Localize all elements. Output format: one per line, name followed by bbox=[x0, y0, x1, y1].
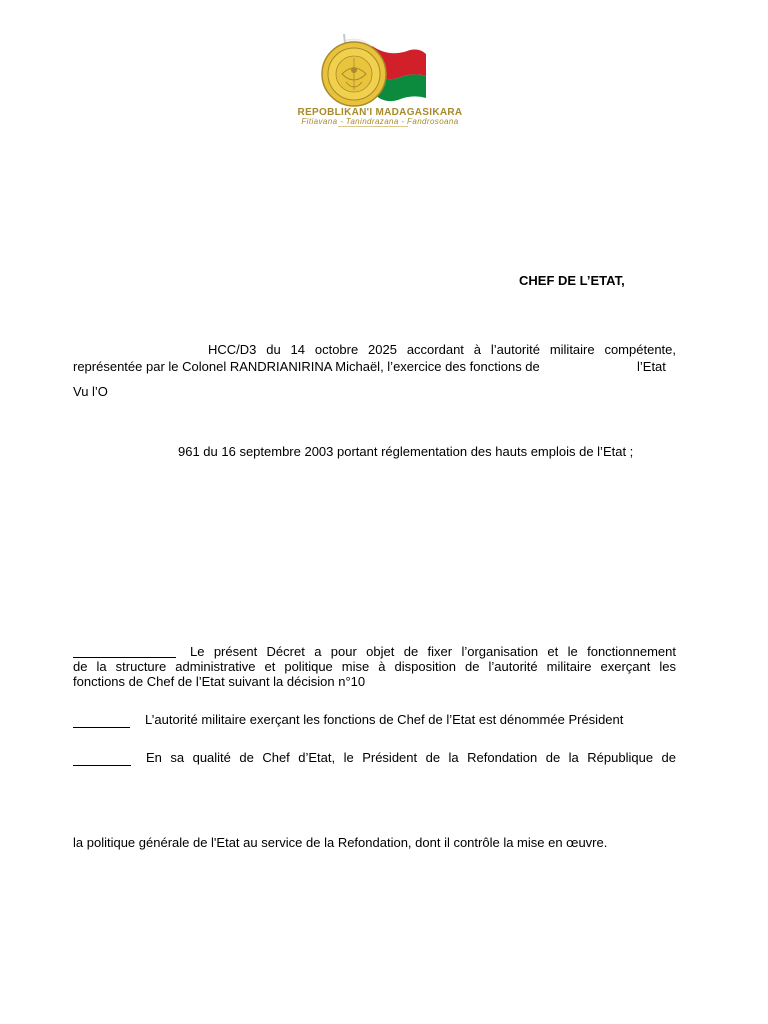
republic-motto: Fitiavana - Tanindrazana - Fandrosoana bbox=[301, 117, 459, 126]
vu-line-2a: représentée par le Colonel RANDRIANIRINA Michaël, l’exercice des fonctions de bbox=[73, 359, 540, 374]
vu-line-4: 961 du 16 septembre 2003 portant réglementation des hauts emplois de l’Etat ; bbox=[178, 444, 634, 459]
vu-line-1: HCC/D3 du 14 octobre 2025 accordant à l’autorité militaire compétente, bbox=[208, 342, 676, 357]
article-3-blank bbox=[73, 764, 131, 766]
article-1-line-3: fonctions de Chef de l’Etat suivant la décision n°10 bbox=[73, 674, 366, 689]
article-1-blank bbox=[73, 656, 176, 658]
article-3-line-1: En sa qualité de Chef d’Etat, le Président de la Refondation de la République de bbox=[146, 750, 676, 765]
decree-heading: CHEF DE L’ETAT, bbox=[519, 273, 625, 288]
article-1-line-2: de la structure administrative et politique mise à disposition de l’autorité militaire exerçant les bbox=[73, 659, 676, 674]
article-2-line-1: L’autorité militaire exerçant les fonctions de Chef de l’Etat est dénommée Président bbox=[145, 712, 624, 727]
vu-line-2b: l’Etat bbox=[637, 359, 666, 374]
article-3-line-last: la politique générale de l'Etat au service de la Refondation, dont il contrôle la mise en œuvre. bbox=[73, 835, 608, 850]
header-divider bbox=[338, 126, 408, 127]
article-2-blank bbox=[73, 726, 130, 728]
republic-name: REPOBLIKAN'I MADAGASIKARA bbox=[297, 107, 463, 118]
vu-line-3: Vu l’O bbox=[73, 384, 108, 399]
article-1-line-1: Le présent Décret a pour objet de fixer l’organisation et le fonctionnement bbox=[190, 644, 676, 659]
madagascar-seal-emblem bbox=[320, 32, 430, 108]
